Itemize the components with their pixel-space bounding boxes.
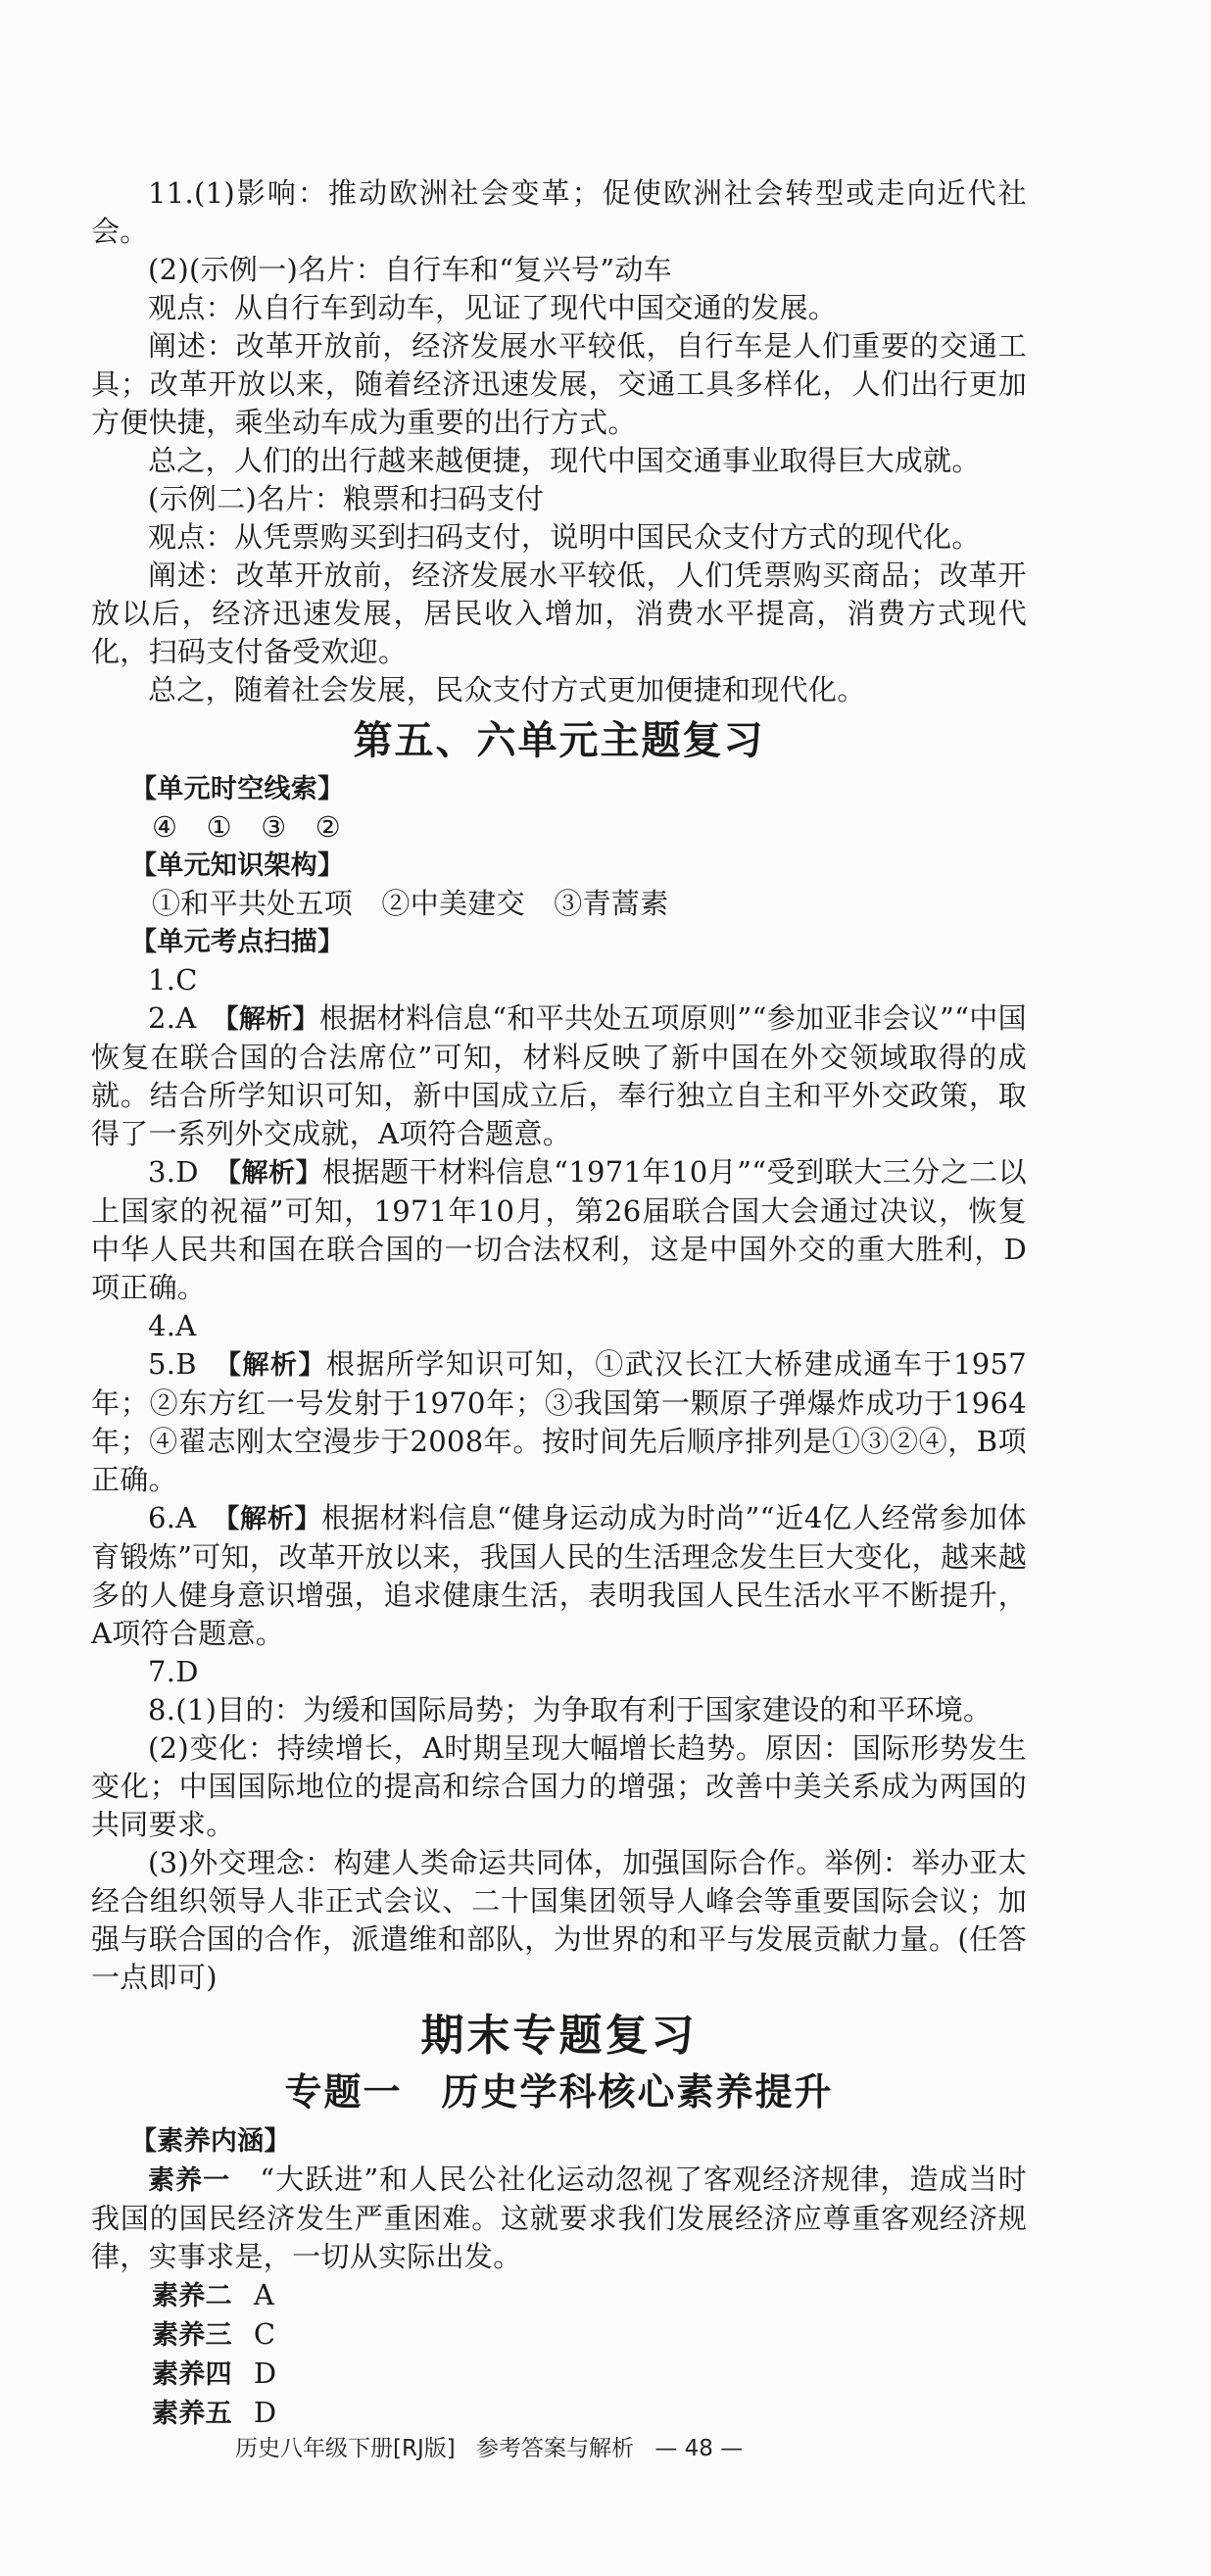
literacy-2	[152, 2276, 1027, 2315]
topic-one-subtitle: 专题一 历史学科核心素养提升	[284, 2070, 834, 2114]
q11-example2-view: 观点：从凭票购买到扫码支付，说明中国民众支付方式的现代化。	[148, 520, 981, 554]
answer-3-analysis: 根据题干材料信息“1971年10月”“受到联大三分之二以上国家的祝福”可知，1971年10月，第26届联合国大会通过决议，恢复中华人民共和国在联合国的一切合法权利，这是中国外交的重大胜利，D项正确。	[91, 1155, 1027, 1304]
q11-example1-view: 观点：从自行车到动车，见证了现代中国交通的发展。	[148, 291, 838, 324]
page-number: — 48 —	[654, 2436, 744, 2461]
q11-example1-summary: 总之，人们的出行越来越便捷，现代中国交通事业取得巨大成就。	[148, 444, 981, 477]
q11-example1-explain: 阐述：改革开放前，经济发展水平较低，自行车是人们重要的交通工具；改革开放以来，随着经济迅速发展，交通工具多样化，人们出行更加方便快捷，乘坐动车成为重要的出行方式。	[91, 329, 1027, 439]
answer-2-analysis: 根据材料信息“和平共处五项原则”“参加亚非会议”“中国恢复在联合国的合法席位”可知，材料反映了新中国在外交领域取得的成就。结合所学知识可知，新中国成立后，奉行独立自主和平外交政策，取得了一系列外交成就，A项符合题意。	[91, 1001, 1027, 1150]
q11-example2-summary: 总之，随着社会发展，民众支付方式更加便捷和现代化。	[148, 673, 866, 706]
section-scan-heading: 【单元考点扫描】	[130, 927, 345, 957]
section-framework-heading: 【单元知识架构】	[130, 851, 345, 881]
answer-6	[91, 1499, 1027, 1653]
literacy-1-label: 素养一	[148, 2165, 231, 2196]
answer-5-choice: 5.B	[148, 1347, 197, 1381]
answer-4: 4.A	[148, 1309, 197, 1342]
answer-8-part3: (3)外交理念：构建人类命运共同体，加强国际合作。举例：举办亚太经合组织领导人非正式会议、二十国集团领导人峰会等重要国际会议；加强与联合国的合作，派遣维和部队，为世界的和平与发展贡献力量。(任答一点即可)	[91, 1846, 1027, 1994]
analysis-tag: 【解析】	[224, 1004, 319, 1035]
footer-section: 参考答案与解析	[476, 2436, 635, 2461]
q11-example1-card: (2)(示例一)名片：自行车和“复兴号”动车	[148, 253, 672, 286]
answer-2-choice: 2.A	[148, 1001, 197, 1035]
literacy-5-answer: D	[253, 2396, 277, 2429]
literacy-5-label: 素养五	[152, 2399, 232, 2429]
footer-book-title: 历史八年级下册[RJ版]	[235, 2436, 456, 2461]
answer-8-part1: 8.(1)目的：为缓和国际局势；为争取有利于国家建设的和平环境。	[148, 1693, 993, 1726]
q11-example2-card: (示例二)名片：粮票和扫码支付	[148, 482, 545, 515]
q11-example2-explain: 阐述：改革开放前，经济发展水平较低，人们凭票购买商品；改革开放以后，经济迅速发展，居民收入增加，消费水平提高，消费方式现代化，扫码支付备受欢迎。	[91, 559, 1027, 668]
timeline-answers: ④ ① ③ ②	[152, 810, 342, 844]
literacy-4-label: 素养四	[152, 2359, 232, 2390]
literacy-3-answer: C	[253, 2317, 276, 2351]
section-timeline-heading: 【单元时空线索】	[130, 774, 345, 804]
answer-6-choice: 6.A	[148, 1501, 197, 1534]
answer-3-choice: 3.D	[148, 1155, 199, 1189]
answer-3	[91, 1153, 1027, 1307]
page-footer	[235, 2434, 980, 2463]
analysis-tag: 【解析】	[227, 1158, 323, 1189]
answer-7: 7.D	[148, 1655, 199, 1688]
q11-part1: 11.(1)影响：推动欧洲社会变革；促使欧洲社会转型或走向近代社会。	[91, 176, 1027, 248]
answer-5	[91, 1345, 1027, 1499]
answer-5-analysis: 根据所学知识可知，①武汉长江大桥建成通车于1957年；②东方红一号发射于1970年；③我国第一颗原子弹爆炸成功于1964年；④翟志刚太空漫步于2008年。按时间先后顺序排列是①③②④，B项正确。	[91, 1347, 1027, 1496]
literacy-1	[91, 2161, 1027, 2276]
section-literacy-heading: 【素养内涵】	[130, 2126, 291, 2157]
analysis-tag: 【解析】	[225, 1504, 322, 1534]
literacy-4	[152, 2355, 1027, 2394]
literacy-4-answer: D	[253, 2357, 277, 2390]
literacy-3	[152, 2315, 1027, 2355]
page-content	[91, 174, 1027, 2433]
final-review-title: 期末专题复习	[420, 2011, 698, 2061]
literacy-1-body: “大跃进”和人民公社化运动忽视了客观经济规律，造成当时我国的国民经济发生严重困难。这就要求我们发展经济应尊重客观经济规律，实事求是，一切从实际出发。	[91, 2163, 1027, 2273]
answer-6-analysis: 根据材料信息“健身运动成为时尚”“近4亿人经常参加体育锻炼”可知，改革开放以来，我国人民的生活理念发生巨大变化，越来越多的人健身意识增强，追求健康生活，表明我国人民生活水平不断提升，A项符合题意。	[91, 1501, 1027, 1650]
answer-1: 1.C	[148, 963, 198, 996]
framework-answers: ①和平共处五项 ②中美建交 ③青蒿素	[152, 887, 669, 920]
answer-8-part2: (2)变化：持续增长，A时期呈现大幅增长趋势。原因：国际形势发生变化；中国国际地位的提高和综合国力的增强；改善中美关系成为两国的共同要求。	[91, 1731, 1027, 1841]
literacy-2-answer: A	[253, 2278, 275, 2311]
unit56-title: 第五、六单元主题复习	[353, 718, 765, 763]
literacy-2-label: 素养二	[152, 2281, 232, 2311]
literacy-5	[152, 2394, 1027, 2433]
literacy-3-label: 素养三	[152, 2320, 232, 2351]
answer-2	[91, 999, 1027, 1153]
analysis-tag: 【解析】	[227, 1350, 326, 1381]
